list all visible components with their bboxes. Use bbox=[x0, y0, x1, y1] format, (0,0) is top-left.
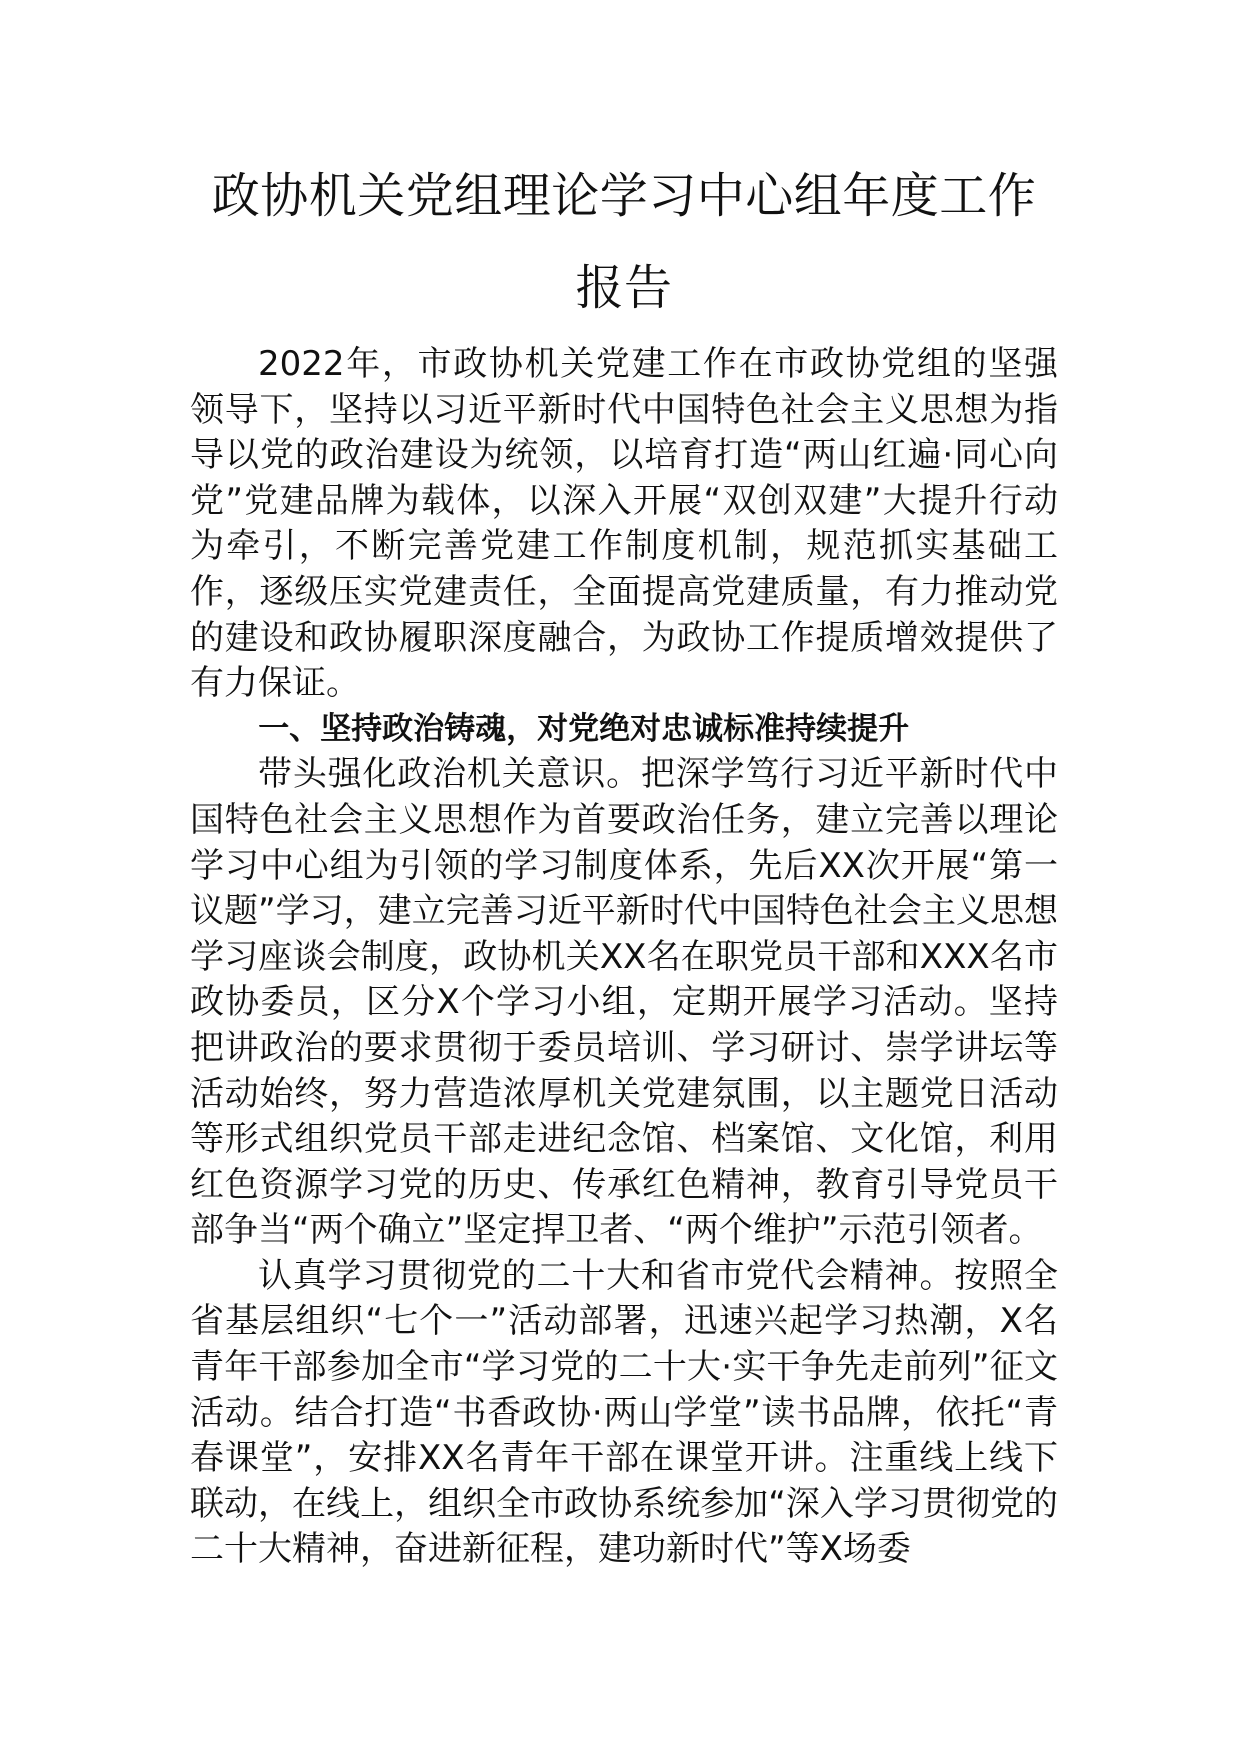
body-paragraph: 认真学习贯彻党的二十大和省市党代会精神。按照全省基层组织“七个一”活动部署，迅速兴起学习热潮，X名青年干部参加全市“学习党的二十大·实干争先走前列”征文活动。结合打造“书香政协·两山学堂”读书品牌，依托“青春课堂”，安排XX名青年干部在课堂开讲。注重线上线下联动，在线上，组织全市政协系统参加“深入学习贯彻党的二十大精神，奋进新征程，建功新时代”等X场委 bbox=[190, 1255, 1058, 1570]
body-paragraph: 带头强化政治机关意识。把深学笃行习近平新时代中国特色社会主义思想作为首要政治任务，建立完善以理论学习中心组为引领的学习制度体系，先后XX次开展“第一议题”学习，建立完善习近平新时代中国特色社会主义思想学习座谈会制度，政协机关XX名在职党员干部和XXX名市政协委员，区分X个学习小组，定期开展学习活动。坚持把讲政治的要求贯彻于委员培训、学习研讨、崇学讲坛等活动始终，努力营造浓厚机关党建氛围，以主题党日活动等形式组织党员干部走进纪念馆、档案馆、文化馆，利用红色资源学习党的历史、传承红色精神，教育引导党员干部争当“两个确立”坚定捍卫者、“两个维护”示范引领者。 bbox=[190, 754, 1058, 1251]
document-page bbox=[190, 150, 1058, 1573]
intro-paragraph: 2022年，市政协机关党建工作在市政协党组的坚强领导下，坚持以习近平新时代中国特色社会主义思想为指导以党的政治建设为统领，以培育打造“两山红遍·同心向党”党建品牌为载体，以深入开展“双创双建”大提升行动为牵引，不断完善党建工作制度机制，规范抓实基础工作，逐级压实党建责任，全面提高党建质量，有力推动党的建设和政协履职深度融合，为政协工作提质增效提供了有力保证。 bbox=[190, 344, 1058, 704]
document-body bbox=[190, 342, 1058, 1573]
document-title: 政协机关党组理论学习中心组年度工作报告 bbox=[211, 168, 1037, 316]
section-heading-1: 一、坚持政治铸魂，对党绝对忠诚标准持续提升 bbox=[258, 710, 910, 747]
